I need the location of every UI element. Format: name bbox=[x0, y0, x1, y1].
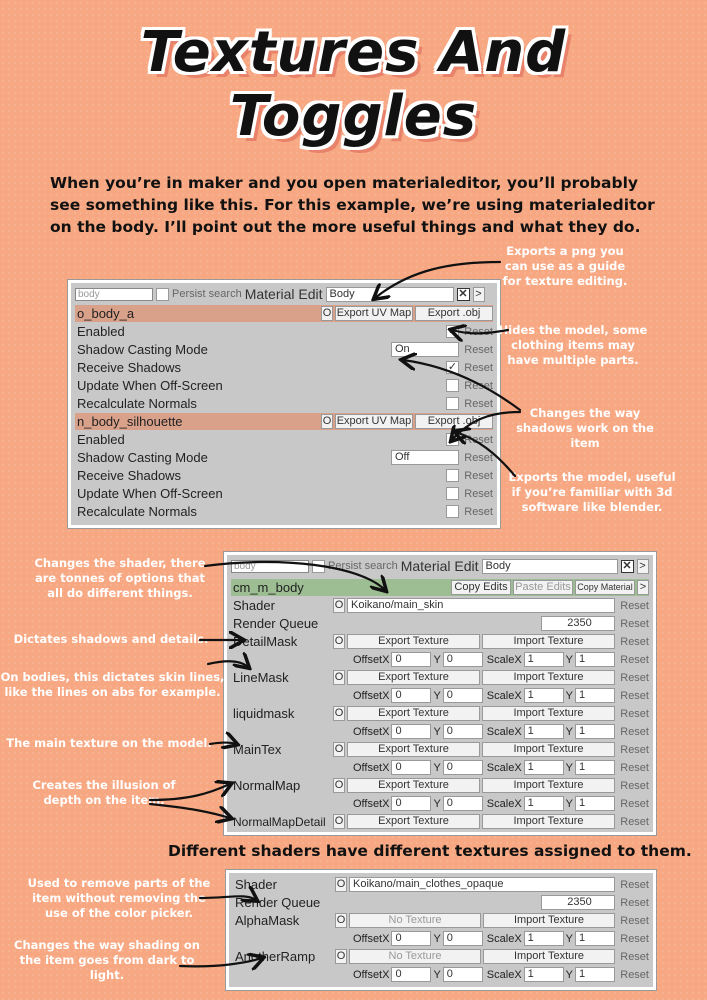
body-dropdown[interactable]: Body bbox=[326, 287, 454, 302]
scaley-label: Y bbox=[565, 689, 573, 702]
toggle-o-button[interactable]: O bbox=[334, 815, 344, 827]
export-texture-button[interactable]: Export Texture bbox=[347, 742, 480, 757]
scalex-label: ScaleX bbox=[486, 725, 522, 738]
render-queue-input[interactable]: 2350 bbox=[541, 895, 615, 910]
offsetx-label: OffsetX bbox=[352, 725, 390, 738]
reset-button[interactable]: Reset bbox=[620, 743, 649, 756]
scaley-input[interactable]: 1 bbox=[575, 796, 615, 811]
offsety-label: Y bbox=[433, 725, 441, 738]
import-texture-button[interactable]: Import Texture bbox=[482, 670, 615, 685]
scaley-label: Y bbox=[565, 725, 573, 738]
reset-button[interactable]: Reset bbox=[464, 433, 493, 446]
offsety-input[interactable]: 0 bbox=[443, 967, 483, 982]
arrow bbox=[150, 804, 230, 818]
import-texture-button[interactable]: Import Texture bbox=[482, 634, 615, 649]
toggle-o-button[interactable]: O bbox=[322, 307, 332, 319]
scalex-input[interactable]: 1 bbox=[524, 931, 564, 946]
offsetx-input[interactable]: 0 bbox=[391, 760, 431, 775]
shadow-casting-dropdown[interactable]: Off bbox=[391, 450, 459, 465]
scalex-input[interactable]: 1 bbox=[524, 688, 564, 703]
reset-button[interactable]: Reset bbox=[620, 797, 649, 810]
offsety-label: Y bbox=[433, 689, 441, 702]
toggle-o-button[interactable]: O bbox=[336, 950, 346, 962]
reset-button[interactable]: Reset bbox=[464, 361, 493, 374]
search-input[interactable]: body bbox=[231, 560, 309, 573]
object-name: n_body_silhouette bbox=[77, 414, 183, 429]
reset-button[interactable]: Reset bbox=[620, 689, 649, 702]
persist-search-label: Persist search bbox=[172, 288, 242, 300]
reset-button[interactable]: Reset bbox=[620, 617, 649, 630]
scaley-input[interactable]: 1 bbox=[575, 652, 615, 667]
reset-button[interactable]: Reset bbox=[620, 761, 649, 774]
import-texture-button[interactable]: Import Texture bbox=[483, 949, 615, 964]
scaley-label: Y bbox=[565, 761, 573, 774]
property-label: Shadow Casting Mode bbox=[77, 450, 208, 465]
texture-label: MainTex bbox=[233, 742, 282, 757]
texture-label: LineMask bbox=[233, 670, 289, 685]
scalex-input[interactable]: 1 bbox=[524, 724, 564, 739]
offsety-input[interactable]: 0 bbox=[443, 760, 483, 775]
shader-dropdown[interactable]: Koikano/main_skin bbox=[347, 598, 615, 613]
texture-label: AnotherRamp bbox=[235, 949, 316, 964]
page-title-line-1: Textures And bbox=[140, 20, 567, 85]
enabled-checkbox[interactable]: ✓ bbox=[447, 433, 458, 445]
offsetx-input[interactable]: 0 bbox=[391, 931, 431, 946]
editor-title: Material Edit bbox=[244, 286, 323, 302]
reset-button[interactable]: Reset bbox=[620, 896, 649, 909]
reset-button[interactable]: Reset bbox=[620, 671, 649, 684]
note-ramp: Changes the way shading on the item goes from dark to light. bbox=[14, 938, 200, 982]
property-label: Recalculate Normals bbox=[77, 396, 197, 411]
offsety-input[interactable]: 0 bbox=[443, 931, 483, 946]
receive-shadows-checkbox[interactable]: ✓ bbox=[447, 361, 458, 373]
scaley-label: Y bbox=[565, 968, 573, 981]
property-label: Receive Shadows bbox=[77, 468, 182, 483]
reset-button[interactable]: Reset bbox=[620, 815, 649, 828]
offsetx-input[interactable]: 0 bbox=[391, 796, 431, 811]
intro-text: When you’re in maker and you open materialeditor, you’ll probably see something like this. For this example, we’re using materialeditor on the body. I’ll point out the more useful things and what they do. bbox=[50, 174, 655, 236]
export-texture-button[interactable]: Export Texture bbox=[347, 706, 480, 721]
reset-button[interactable]: Reset bbox=[464, 487, 493, 500]
next-button[interactable]: > bbox=[473, 287, 485, 302]
note-shader: Changes the shader, there are tonnes of options that all do different things. bbox=[34, 556, 206, 600]
scalex-label: ScaleX bbox=[486, 653, 522, 666]
reset-button[interactable]: Reset bbox=[620, 653, 649, 666]
property-label: Enabled bbox=[77, 324, 125, 339]
scalex-input[interactable]: 1 bbox=[524, 796, 564, 811]
scaley-label: Y bbox=[565, 653, 573, 666]
scalex-input[interactable]: 1 bbox=[524, 652, 564, 667]
arrow bbox=[375, 262, 500, 298]
shader-label: Shader bbox=[235, 877, 277, 892]
note-detail: Dictates shadows and details. bbox=[13, 632, 209, 646]
copy-edits-button[interactable]: Copy Edits bbox=[451, 580, 511, 595]
enabled-checkbox[interactable]: ✓ bbox=[447, 325, 458, 337]
export-obj-button[interactable]: Export .obj bbox=[415, 306, 493, 321]
offsety-label: Y bbox=[433, 968, 441, 981]
texture-label: NormalMap bbox=[233, 778, 301, 793]
reset-button[interactable]: Reset bbox=[464, 325, 493, 338]
toggle-o-button[interactable]: O bbox=[336, 878, 346, 890]
property-label: Shadow Casting Mode bbox=[77, 342, 208, 357]
import-texture-button[interactable]: Import Texture bbox=[482, 814, 615, 829]
scaley-input[interactable]: 1 bbox=[575, 724, 615, 739]
shader-label: Shader bbox=[233, 598, 275, 613]
body-dropdown[interactable]: Body bbox=[482, 559, 618, 574]
arrow bbox=[200, 896, 256, 900]
offsetx-input[interactable]: 0 bbox=[391, 652, 431, 667]
close-icon[interactable]: ✕ bbox=[458, 287, 468, 300]
note-line: On bodies, this dictates skin lines, like the lines on abs for example. bbox=[0, 670, 225, 699]
scalex-input[interactable]: 1 bbox=[524, 967, 564, 982]
reset-button[interactable]: Reset bbox=[464, 379, 493, 392]
texture-label: DetailMask bbox=[233, 634, 298, 649]
property-label: Recalculate Normals bbox=[77, 504, 197, 519]
arrow bbox=[180, 958, 262, 966]
arrow bbox=[403, 360, 520, 410]
shader-dropdown[interactable]: Koikano/main_clothes_opaque bbox=[349, 877, 615, 892]
scalex-label: ScaleX bbox=[486, 932, 522, 945]
reset-button[interactable]: Reset bbox=[620, 932, 649, 945]
page-title-line-2: Toggles bbox=[229, 84, 478, 149]
offsetx-input[interactable]: 0 bbox=[391, 688, 431, 703]
offsetx-input[interactable]: 0 bbox=[391, 724, 431, 739]
offsety-input[interactable]: 0 bbox=[443, 688, 483, 703]
search-input[interactable]: body bbox=[75, 288, 153, 301]
offsetx-input[interactable]: 0 bbox=[391, 967, 431, 982]
render-queue-input[interactable]: 2350 bbox=[541, 616, 615, 631]
offsety-label: Y bbox=[433, 653, 441, 666]
offsety-input[interactable]: 0 bbox=[443, 724, 483, 739]
arrow bbox=[210, 743, 236, 745]
property-label: Receive Shadows bbox=[77, 360, 182, 375]
texture-label: AlphaMask bbox=[235, 913, 300, 928]
scaley-input[interactable]: 1 bbox=[575, 967, 615, 982]
persist-search-label: Persist search bbox=[328, 560, 398, 572]
reset-button[interactable]: Reset bbox=[620, 707, 649, 720]
note-export-model: Exports the model, useful if you’re familiar with 3d software like blender. bbox=[508, 470, 676, 514]
copy-material-button[interactable]: Copy Material bbox=[575, 580, 635, 595]
export-texture-button[interactable]: No Texture bbox=[349, 949, 481, 964]
arrow bbox=[456, 432, 515, 476]
arrow bbox=[150, 784, 230, 800]
scalex-input[interactable]: 1 bbox=[524, 760, 564, 775]
export-texture-button[interactable]: Export Texture bbox=[347, 634, 480, 649]
toggle-o-button[interactable]: O bbox=[334, 743, 344, 755]
note-alpha: Used to remove parts of the item without removing the use of the color picker. bbox=[27, 876, 211, 920]
toggle-o-button[interactable]: O bbox=[334, 671, 344, 683]
toggle-o-button[interactable]: O bbox=[322, 415, 332, 427]
texture-label: liquidmask bbox=[233, 706, 295, 721]
scaley-input[interactable]: 1 bbox=[575, 931, 615, 946]
arrow bbox=[452, 412, 520, 440]
arrow bbox=[452, 330, 508, 333]
reset-button[interactable]: Reset bbox=[620, 950, 649, 963]
export-texture-button[interactable]: Export Texture bbox=[347, 670, 480, 685]
object-name: o_body_a bbox=[77, 306, 135, 321]
toggle-o-button[interactable]: O bbox=[334, 779, 344, 791]
reset-button[interactable]: Reset bbox=[620, 725, 649, 738]
scalex-label: ScaleX bbox=[486, 797, 522, 810]
note-shadows: Changes the way shadows work on the item bbox=[516, 406, 654, 450]
render-queue-label: Render Queue bbox=[235, 895, 321, 910]
paste-edits-button[interactable]: Paste Edits bbox=[513, 580, 573, 595]
reset-button[interactable]: Reset bbox=[620, 968, 649, 981]
offsety-input[interactable]: 0 bbox=[443, 796, 483, 811]
scaley-label: Y bbox=[565, 932, 573, 945]
offsetx-label: OffsetX bbox=[352, 761, 390, 774]
export-texture-button[interactable]: Export Texture bbox=[347, 814, 480, 829]
note-main: The main texture on the model. bbox=[6, 736, 212, 750]
shadow-casting-dropdown[interactable]: On bbox=[391, 342, 459, 357]
scalex-label: ScaleX bbox=[486, 761, 522, 774]
import-texture-button[interactable]: Import Texture bbox=[482, 706, 615, 721]
property-label: Update When Off-Screen bbox=[77, 486, 223, 501]
scaley-label: Y bbox=[565, 797, 573, 810]
editor-title: Material Edit bbox=[400, 558, 479, 574]
render-queue-label: Render Queue bbox=[233, 616, 319, 631]
material-name: cm_m_body bbox=[233, 580, 304, 595]
close-icon[interactable]: ✕ bbox=[622, 559, 632, 572]
reset-button[interactable]: Reset bbox=[620, 779, 649, 792]
export-texture-button[interactable]: Export Texture bbox=[347, 778, 480, 793]
texture-label: NormalMapDetail bbox=[233, 814, 326, 829]
property-label: Update When Off-Screen bbox=[77, 378, 223, 393]
import-texture-button[interactable]: Import Texture bbox=[482, 778, 615, 793]
toggle-o-button[interactable]: O bbox=[336, 914, 346, 926]
export-texture-button[interactable]: No Texture bbox=[349, 913, 481, 928]
offsetx-label: OffsetX bbox=[352, 797, 390, 810]
export-obj-button[interactable]: Export .obj bbox=[415, 414, 493, 429]
offsetx-label: OffsetX bbox=[352, 932, 390, 945]
section-heading: Different shaders have different textures assigned to them. bbox=[168, 842, 692, 860]
scaley-input[interactable]: 1 bbox=[575, 760, 615, 775]
import-texture-button[interactable]: Import Texture bbox=[483, 913, 615, 928]
reset-button[interactable]: Reset bbox=[464, 397, 493, 410]
toggle-o-button[interactable]: O bbox=[334, 635, 344, 647]
offsety-input[interactable]: 0 bbox=[443, 652, 483, 667]
note-export-png: Exports a png you can use as a guide for texture editing. bbox=[502, 244, 628, 288]
reset-button[interactable]: Reset bbox=[620, 878, 649, 891]
reset-button[interactable]: Reset bbox=[464, 343, 493, 356]
export-uv-map-button[interactable]: Export UV Map bbox=[336, 307, 412, 319]
offsety-label: Y bbox=[433, 761, 441, 774]
offsetx-label: OffsetX bbox=[352, 968, 390, 981]
export-uv-map-button[interactable]: Export UV Map bbox=[336, 415, 412, 427]
toggle-o-button[interactable]: O bbox=[334, 707, 344, 719]
toggle-o-button[interactable]: O bbox=[334, 599, 344, 611]
reset-button[interactable]: Reset bbox=[620, 914, 649, 927]
import-texture-button[interactable]: Import Texture bbox=[482, 742, 615, 757]
arrow bbox=[208, 661, 248, 667]
property-label: Enabled bbox=[77, 432, 125, 447]
offsety-label: Y bbox=[433, 932, 441, 945]
scalex-label: ScaleX bbox=[486, 689, 522, 702]
reset-button[interactable]: Reset bbox=[620, 635, 649, 648]
reset-button[interactable]: Reset bbox=[464, 505, 493, 518]
offsetx-label: OffsetX bbox=[352, 689, 390, 702]
note-hides-model: Hides the model, some clothing items may have multiple parts. bbox=[498, 323, 648, 367]
reset-button[interactable]: Reset bbox=[620, 599, 649, 612]
note-depth: Creates the illusion of depth on the item. bbox=[32, 778, 176, 807]
arrow bbox=[205, 562, 385, 590]
offsetx-label: OffsetX bbox=[352, 653, 390, 666]
next-button[interactable]: > bbox=[637, 580, 649, 595]
reset-button[interactable]: Reset bbox=[464, 469, 493, 482]
next-button[interactable]: > bbox=[637, 559, 649, 574]
scaley-input[interactable]: 1 bbox=[575, 688, 615, 703]
offsety-label: Y bbox=[433, 797, 441, 810]
reset-button[interactable]: Reset bbox=[464, 451, 493, 464]
scalex-label: ScaleX bbox=[486, 968, 522, 981]
